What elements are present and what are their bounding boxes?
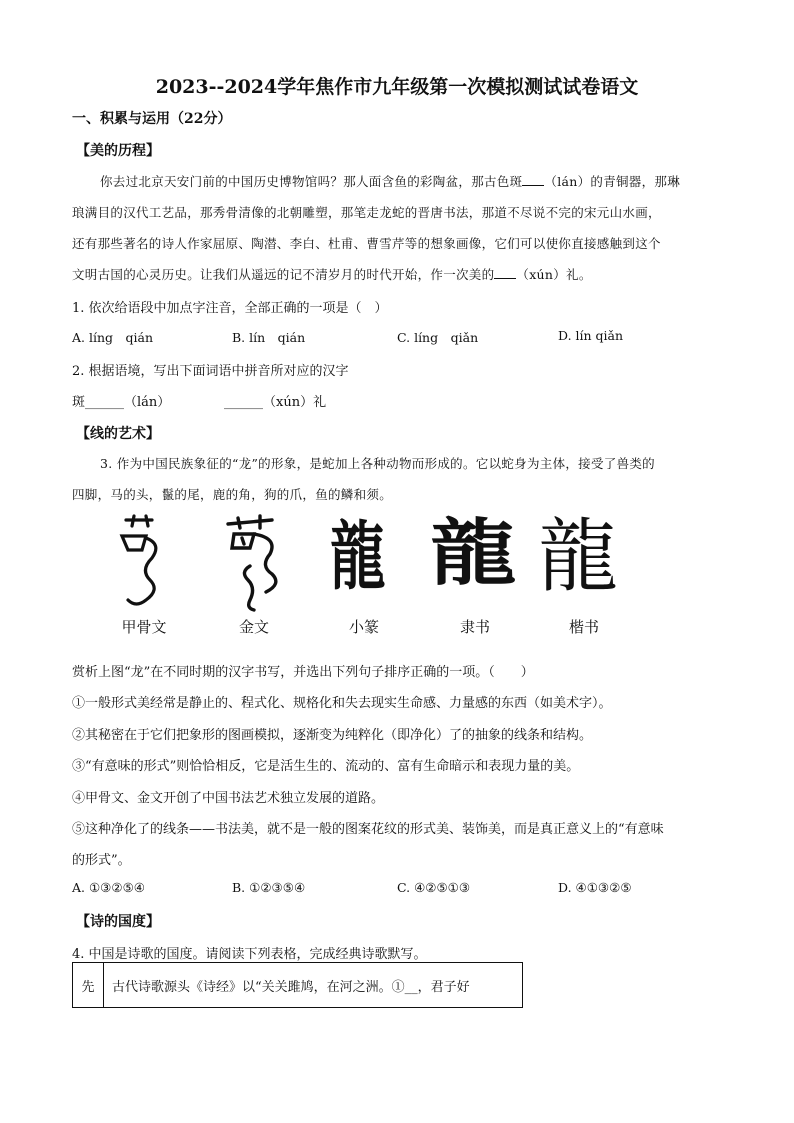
q3-line-2: 四脚，马的头，鬣的尾，鹿的角，狗的爪，鱼的鳞和须。 <box>72 487 393 502</box>
q1-option-d[interactable]: D. lín qiǎn <box>558 328 624 343</box>
q1-option-c[interactable]: C. líng qiǎn <box>397 330 479 345</box>
label-bronze: 金文 <box>238 618 269 636</box>
clerical-script-dragon-glyph: 龍 <box>430 510 517 595</box>
section-heading-beauty: 【美的历程】 <box>76 143 160 159</box>
q3-line-1: 3. 作为中国民族象征的“龙”的形象，是蛇加上各种动物而形成的。它以蛇身为主体，接受了兽类的 <box>100 456 655 471</box>
q3-sentence-3: ③“有意味的形式”则恰恰相反，它是活生生的、流动的、富有生命暗示和表现力量的美。 <box>72 759 580 774</box>
oracle-bone-dragon-glyph <box>112 514 172 614</box>
passage-line-1: 你去过北京天安门前的中国历史博物馆吗？那人面含鱼的彩陶盆，那古色斑 （lán）的青铜器，那琳 <box>100 174 681 189</box>
q3-sentence-5-line-1: ⑤这种净化了的线条——书法美，就不是一般的图案花纹的形式美、装饰美，而是真正意义上的“有意味 <box>72 822 664 837</box>
poem-table-cell-content[interactable]: 古代诗歌源头《诗经》以“关关雎鸠，在河之洲。①__，君子好 <box>104 963 523 1008</box>
q3-option-c[interactable]: C. ④②⑤①③ <box>397 880 471 895</box>
poem-table <box>72 962 523 1008</box>
q3-sentence-5-line-2: 的形式”。 <box>72 853 131 868</box>
passage-line-3: 还有那些著名的诗人作家屈原、陶潜、李白、杜甫、曹雪芹等的想象画像，它们可以使你直接感触到这个 <box>72 236 661 251</box>
table-row <box>73 963 523 1008</box>
bronze-dragon-glyph <box>220 514 286 614</box>
label-regular: 楷书 <box>568 618 599 636</box>
passage-line-4: 文明古国的心灵历史。让我们从遥远的记不清岁月的时代开始，作一次美的 （xún）礼。 <box>72 267 592 282</box>
q2-item-1: 斑______（lán） <box>72 395 171 410</box>
q3-option-d[interactable]: D. ④①③②⑤ <box>558 880 632 895</box>
poem-table-cell-era: 先 <box>73 963 104 1008</box>
seal-script-dragon-glyph: 龍 <box>330 514 386 600</box>
section-heading-poem: 【诗的国度】 <box>76 914 160 930</box>
q1-stem: 1. 依次给语段中加点字注音，全部正确的一项是（ ） <box>72 301 388 316</box>
q2-item-2: ______（xún）礼 <box>224 395 327 410</box>
passage-line-2: 琅满目的汉代工艺品，那秀骨清像的北朝雕塑，那笔走龙蛇的晋唐书法，那道不尽说不完的宋元山水画， <box>72 205 661 220</box>
page-title: 2023--2024学年焦作市九年级第一次模拟测试试卷语文 <box>155 76 639 98</box>
label-small-seal: 小篆 <box>348 618 379 636</box>
q2-blank-1[interactable]: ______ <box>85 395 125 410</box>
q4-stem: 4. 中国是诗歌的国度。请阅读下列表格，完成经典诗歌默写。 <box>72 947 427 962</box>
label-clerical: 隶书 <box>459 618 490 636</box>
section-heading-line: 【线的艺术】 <box>76 426 160 442</box>
part-heading: 一、积累与运用（22分） <box>72 111 232 127</box>
blank-lan[interactable] <box>522 173 544 186</box>
regular-script-dragon-glyph: 龍 <box>538 510 618 603</box>
q2-stem: 2. 根据语境，写出下面词语中拼音所对应的汉字 <box>72 364 349 379</box>
label-oracle-bone: 甲骨文 <box>121 618 167 636</box>
q3-option-a[interactable]: A. ①③②⑤④ <box>72 880 146 895</box>
q3-sentence-1: ①一般形式美经常是静止的、程式化、规格化和失去现实生命感、力量感的东西（如美术字）。 <box>72 696 612 711</box>
q1-option-a[interactable]: A. líng qián <box>72 330 154 345</box>
q3-sentence-2: ②其秘密在于它们把象形的图画模拟，逐渐变为纯粹化（即净化）了的抽象的线条和结构。 <box>72 728 593 743</box>
q2-blank-2[interactable]: ______ <box>224 395 263 410</box>
q1-option-b[interactable]: B. lín qián <box>232 330 306 345</box>
q3-stem: 赏析上图“龙”在不同时期的汉字书写，并选出下列句子排序正确的一项。（ ） <box>72 665 534 680</box>
q3-option-b[interactable]: B. ①②③⑤④ <box>232 880 306 895</box>
blank-xun[interactable] <box>494 266 516 279</box>
q3-sentence-4: ④甲骨文、金文开创了中国书法艺术独立发展的道路。 <box>72 791 385 806</box>
